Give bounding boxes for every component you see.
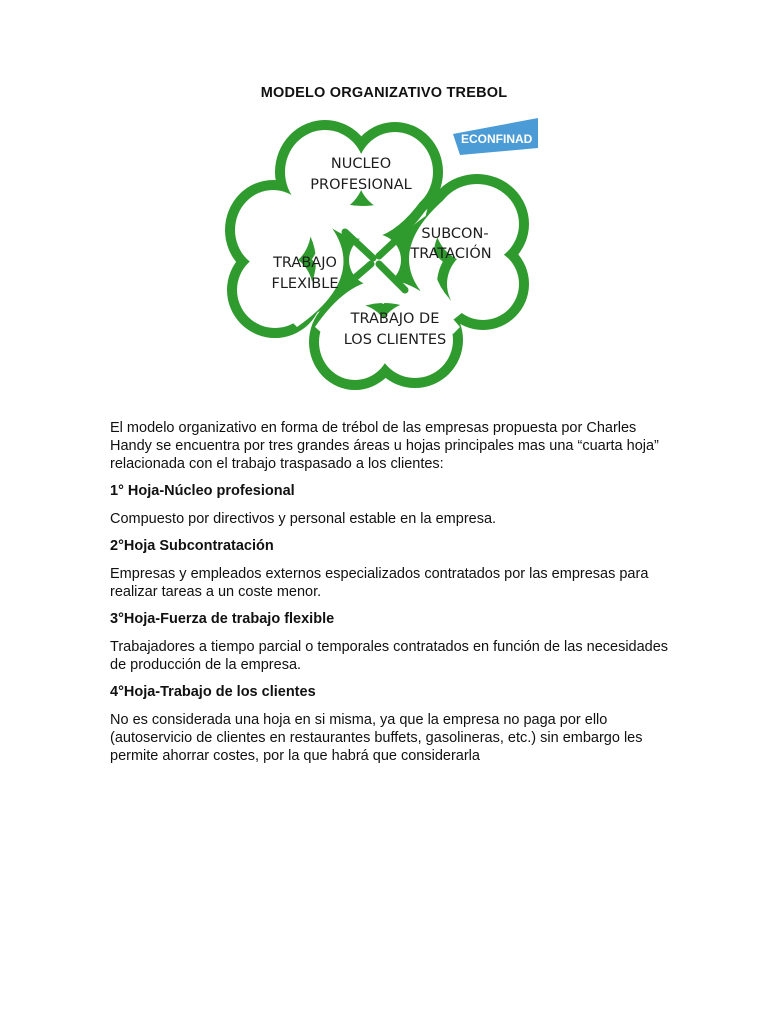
document-body <box>110 419 670 774</box>
section-text-4: No es considerada una hoja en si misma, ya que la empresa no paga por ello (autoservicio de clientes en restaurantes buffets, gasolineras, etc.) sin embargo les permite ahorrar costes, por la que habrá que considerarla <box>110 712 643 764</box>
leaf-right-line-1: SUBCON- <box>421 226 489 242</box>
leaf-top-line-2: PROFESIONAL <box>310 177 412 193</box>
clover-diagram <box>215 112 545 397</box>
intro-paragraph: El modelo organizativo en forma de trébol de las empresas propuesta por Charles Handy se encuentra por tres grandes áreas u hojas principales mas una “cuarta hoja” relacionada con el trabajo traspasado a los clientes: <box>110 420 659 472</box>
section-text-3: Trabajadores a tiempo parcial o temporales contratados en función de las necesidades de producción de la empresa. <box>110 639 669 673</box>
leaf-top-line-1: NUCLEO <box>330 156 392 172</box>
section-text-1: Compuesto por directivos y personal estable en la empresa. <box>110 511 497 527</box>
section-heading-1: 1° Hoja-Núcleo profesional <box>110 483 295 499</box>
leaf-left-line-1: TRABAJO <box>273 255 337 271</box>
leaf-bottom-line-2: LOS CLIENTES <box>343 332 447 348</box>
econfinad-watermark <box>453 118 538 155</box>
clover-diagram-svg <box>215 112 545 397</box>
section-text-2: Empresas y empleados externos especializados contratados por las empresas para realizar tareas a un coste menor. <box>110 566 649 600</box>
leaf-bottom-line-1: TRABAJO DE <box>350 311 440 327</box>
leaf-left-line-2: FLEXIBLE <box>271 276 339 292</box>
leaf-right-line-2: TRATACIÓN <box>410 246 492 262</box>
section-heading-3: 3°Hoja-Fuerza de trabajo flexible <box>110 611 335 627</box>
section-heading-4: 4°Hoja-Trabajo de los clientes <box>110 684 316 700</box>
section-heading-2: 2°Hoja Subcontratación <box>110 538 274 554</box>
page-title: MODELO ORGANIZATIVO TREBOL <box>260 85 508 101</box>
watermark-text: ECONFINAD <box>461 132 533 146</box>
